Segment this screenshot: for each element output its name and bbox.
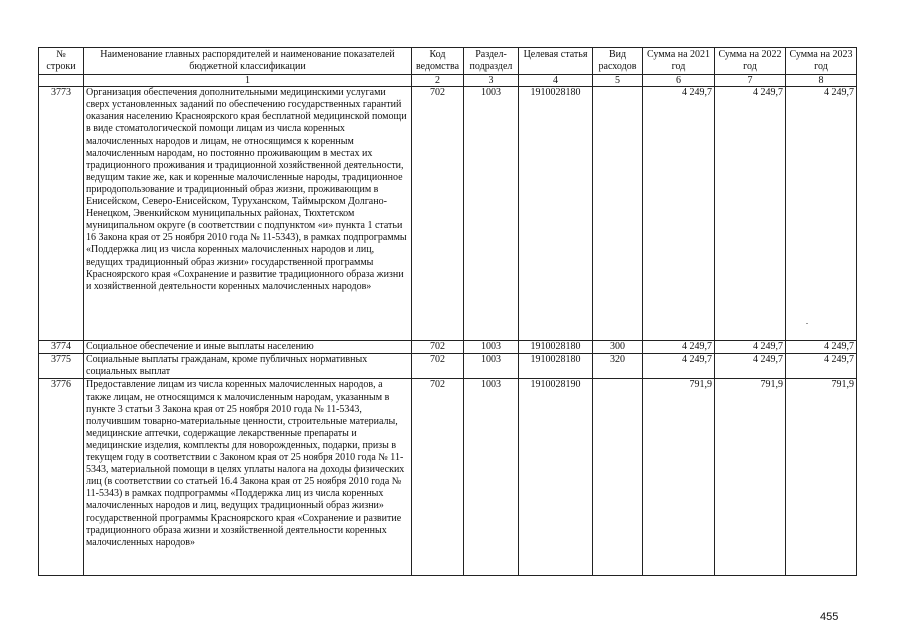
row-target-article: 1910028180 bbox=[519, 341, 593, 354]
header-section: Раздел-подраздел bbox=[464, 48, 519, 75]
budget-table bbox=[38, 47, 857, 576]
header-row-number: № строки bbox=[39, 48, 84, 75]
column-number: 6 bbox=[643, 75, 715, 87]
header-sum-2022: Сумма на 2022 год bbox=[715, 48, 786, 75]
column-number: 2 bbox=[412, 75, 464, 87]
row-department-code: 702 bbox=[412, 379, 464, 576]
table-row bbox=[39, 354, 857, 379]
row-sum-2021: 4 249,7 bbox=[643, 354, 715, 379]
row-sum-2023: 4 249,7 bbox=[786, 87, 857, 341]
row-sum-2023: 791,9 bbox=[786, 379, 857, 576]
row-target-article: 1910028180 bbox=[519, 354, 593, 379]
column-number: 8 bbox=[786, 75, 857, 87]
row-name: Социальное обеспечение и иные выплаты населению bbox=[84, 341, 412, 354]
header-target-article: Целевая статья bbox=[519, 48, 593, 75]
row-expense-type: 320 bbox=[593, 354, 643, 379]
row-number: 3774 bbox=[39, 341, 84, 354]
row-name: Социальные выплаты гражданам, кроме публичных нормативных социальных выплат bbox=[84, 354, 412, 379]
row-section: 1003 bbox=[464, 341, 519, 354]
row-expense-type bbox=[593, 379, 643, 576]
row-sum-2022: 791,9 bbox=[715, 379, 786, 576]
row-section: 1003 bbox=[464, 379, 519, 576]
row-sum-2021: 4 249,7 bbox=[643, 341, 715, 354]
row-sum-2022: 4 249,7 bbox=[715, 354, 786, 379]
row-sum-2021: 4 249,7 bbox=[643, 87, 715, 341]
table-row bbox=[39, 379, 857, 576]
row-name: Предоставление лицам из числа коренных малочисленных народов, а также лицам, не относящимся к малочисленным народам, указанным в пункте 3 статьи 3 Закона края от 25 ноября 2010 года № 11-5343, получившим товарно-материальные ценности, строительные материалы, медицинские аптечки, содержащие лекарственные препараты и медицинские изделия, комплекты для новорожденных, подарки, призы в текущем году в соответствии с Законом края от 25 ноября 2010 года № 11-5343, материальной помощи в целях уплаты налога на доходы физических лиц (в соответствии со статьей 16.4 Закона края от 25 ноября 2010 года № 11-5343) в рамках подпрограммы «Поддержка лиц из числа коренных малочисленных народов и лиц, ведущих традиционный образ жизни» государственной программы Красноярского края «Сохранение и развитие традиционного образа жизни и хозяйственной деятельности коренных малочисленных народов» bbox=[84, 379, 412, 576]
row-expense-type bbox=[593, 87, 643, 341]
table-row bbox=[39, 87, 857, 341]
column-numbering-row bbox=[39, 75, 857, 87]
row-name: Организация обеспечения дополнительными медицинскими услугами сверх установленных заданий по обеспечению государственных гарантий оказания населению Красноярского края бесплатной медицинской помощи в виде стоматологической помощи лицам из числа коренных малочисленных народов и лицам, не относящимся к коренным малочисленным народам, но постоянно проживающим в местах их традиционного проживания и традиционной хозяйственной деятельности, ведущим такие же, как и коренные малочисленные народы, традиционное природопользование и традиционный образ жизни, проживающим в Енисейском, Северо-Енисейском, Туруханском, Таймырском Долгано-Ненецком, Эвенкийском муниципальных районах, Тюхтетском муниципальном округе (в соответствии с подпунктом «и» пункта 1 статьи 16 Закона края от 25 ноября 2010 года № 11-5343), в рамках подпрограммы «Поддержка лиц из числа коренных малочисленных народов и лиц, ведущих традиционный образ жизни» государственной программы Красноярского края «Сохранение и развитие традиционного образа жизни и хозяйственной деятельности коренных малочисленных народов» bbox=[84, 87, 412, 341]
row-target-article: 1910028190 bbox=[519, 379, 593, 576]
row-department-code: 702 bbox=[412, 341, 464, 354]
row-number: 3773 bbox=[39, 87, 84, 341]
column-number: 1 bbox=[84, 75, 412, 87]
column-number: 3 bbox=[464, 75, 519, 87]
row-sum-2022: 4 249,7 bbox=[715, 341, 786, 354]
table-row bbox=[39, 341, 857, 354]
column-number: 4 bbox=[519, 75, 593, 87]
row-sum-2022: 4 249,7 bbox=[715, 87, 786, 341]
row-department-code: 702 bbox=[412, 87, 464, 341]
table-header-row bbox=[39, 48, 857, 75]
page-number: 455 bbox=[820, 611, 839, 623]
row-sum-2023: 4 249,7 bbox=[786, 354, 857, 379]
column-number: 5 bbox=[593, 75, 643, 87]
header-name: Наименование главных распорядителей и наименование показателей бюджетной классификации bbox=[84, 48, 412, 75]
scan-speck bbox=[806, 323, 808, 324]
row-number: 3776 bbox=[39, 379, 84, 576]
row-number: 3775 bbox=[39, 354, 84, 379]
column-number: 7 bbox=[715, 75, 786, 87]
row-target-article: 1910028180 bbox=[519, 87, 593, 341]
header-sum-2021: Сумма на 2021 год bbox=[643, 48, 715, 75]
row-department-code: 702 bbox=[412, 354, 464, 379]
row-sum-2023: 4 249,7 bbox=[786, 341, 857, 354]
row-sum-2021: 791,9 bbox=[643, 379, 715, 576]
row-section: 1003 bbox=[464, 354, 519, 379]
column-number bbox=[39, 75, 84, 87]
row-expense-type: 300 bbox=[593, 341, 643, 354]
header-expense-type: Вид расходов bbox=[593, 48, 643, 75]
header-sum-2023: Сумма на 2023 год bbox=[786, 48, 857, 75]
row-section: 1003 bbox=[464, 87, 519, 341]
header-department-code: Код ведомства bbox=[412, 48, 464, 75]
